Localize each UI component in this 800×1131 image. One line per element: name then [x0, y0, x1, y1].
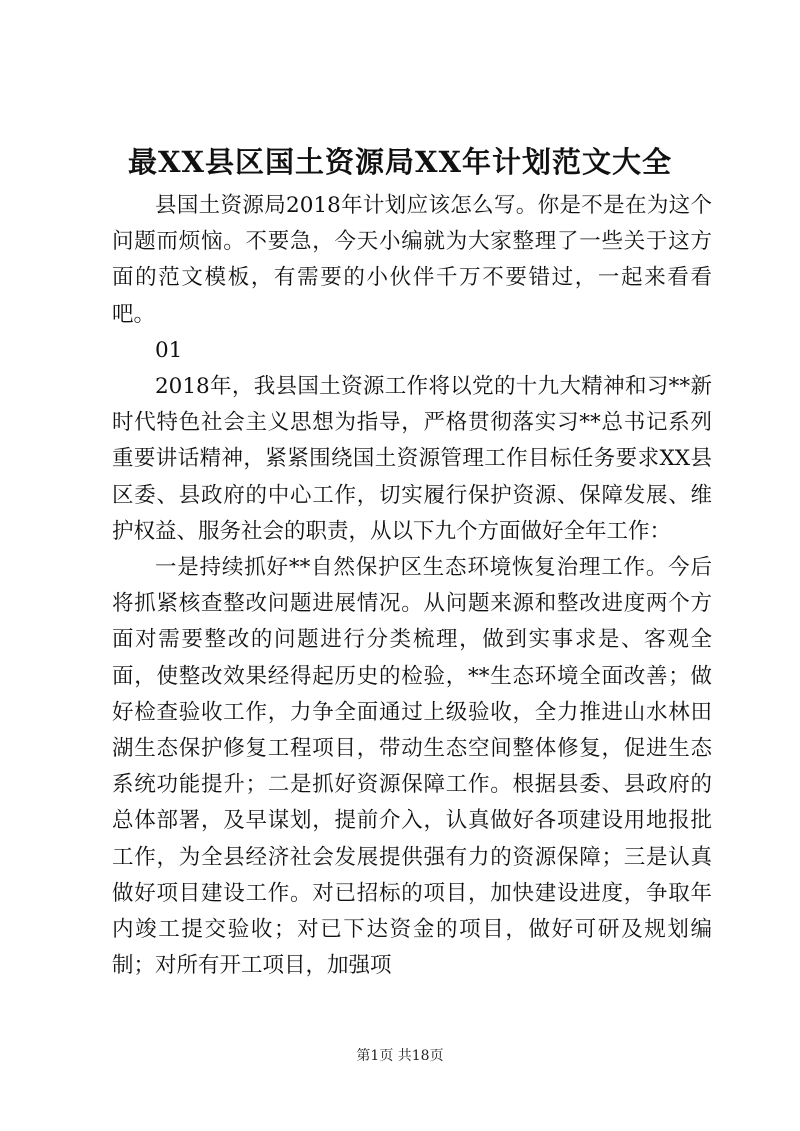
tasks-paragraph: 一是持续抓好**自然保护区生态环境恢复治理工作。今后将抓紧核查整改问题进展情况。从问题来源和整改进度两个方面对需要整改的问题进行分类梳理，做到实事求是、客观全面，使整改效果经得起历史的检验，**生态环境全面改善；做好检查验收工作，力争全面通过上级验收，全力推进山水林田湖生态保护修复工程项目，带动生态空间整体修复，促进生态系统功能提升；二是抓好资源保障工作。根据县委、县政府的总体部署，及早谋划，提前介入，认真做好各项建设用地报批工作，为全县经济社会发展提供强有力的资源保障；三是认真做好项目建设工作。对已招标的项目，加快建设进度，争取年内竣工提交验收；对已下达资金的项目，做好可研及规划编制；对所有开工项目，加强项 — [112, 555, 712, 979]
overview-paragraph: 2018年，我县国土资源工作将以党的十九大精神和习**新时代特色社会主义思想为指导，严格贯彻落实习**总书记系列重要讲话精神，紧紧围绕国土资源管理工作目标任务要求XX县区委、县政府的中心工作，切实履行保护资源、保障发展、维护权益、服务社会的职责，从以下九个方面做好全年工作： — [112, 374, 712, 544]
document-body — [112, 188, 712, 984]
page-footer: 第1页 共18页 — [356, 1048, 444, 1064]
document-title: 最XX县区国土资源局XX年计划范文大全 — [127, 145, 672, 179]
section-number: 01 — [155, 337, 183, 363]
intro-paragraph: 县国土资源局2018年计划应该怎么写。你是不是在为这个问题而烦恼。不要急，今天小编就为大家整理了一些关于这方面的范文模板，有需要的小伙伴千万不要错过，一起来看看吧。 — [112, 193, 712, 327]
